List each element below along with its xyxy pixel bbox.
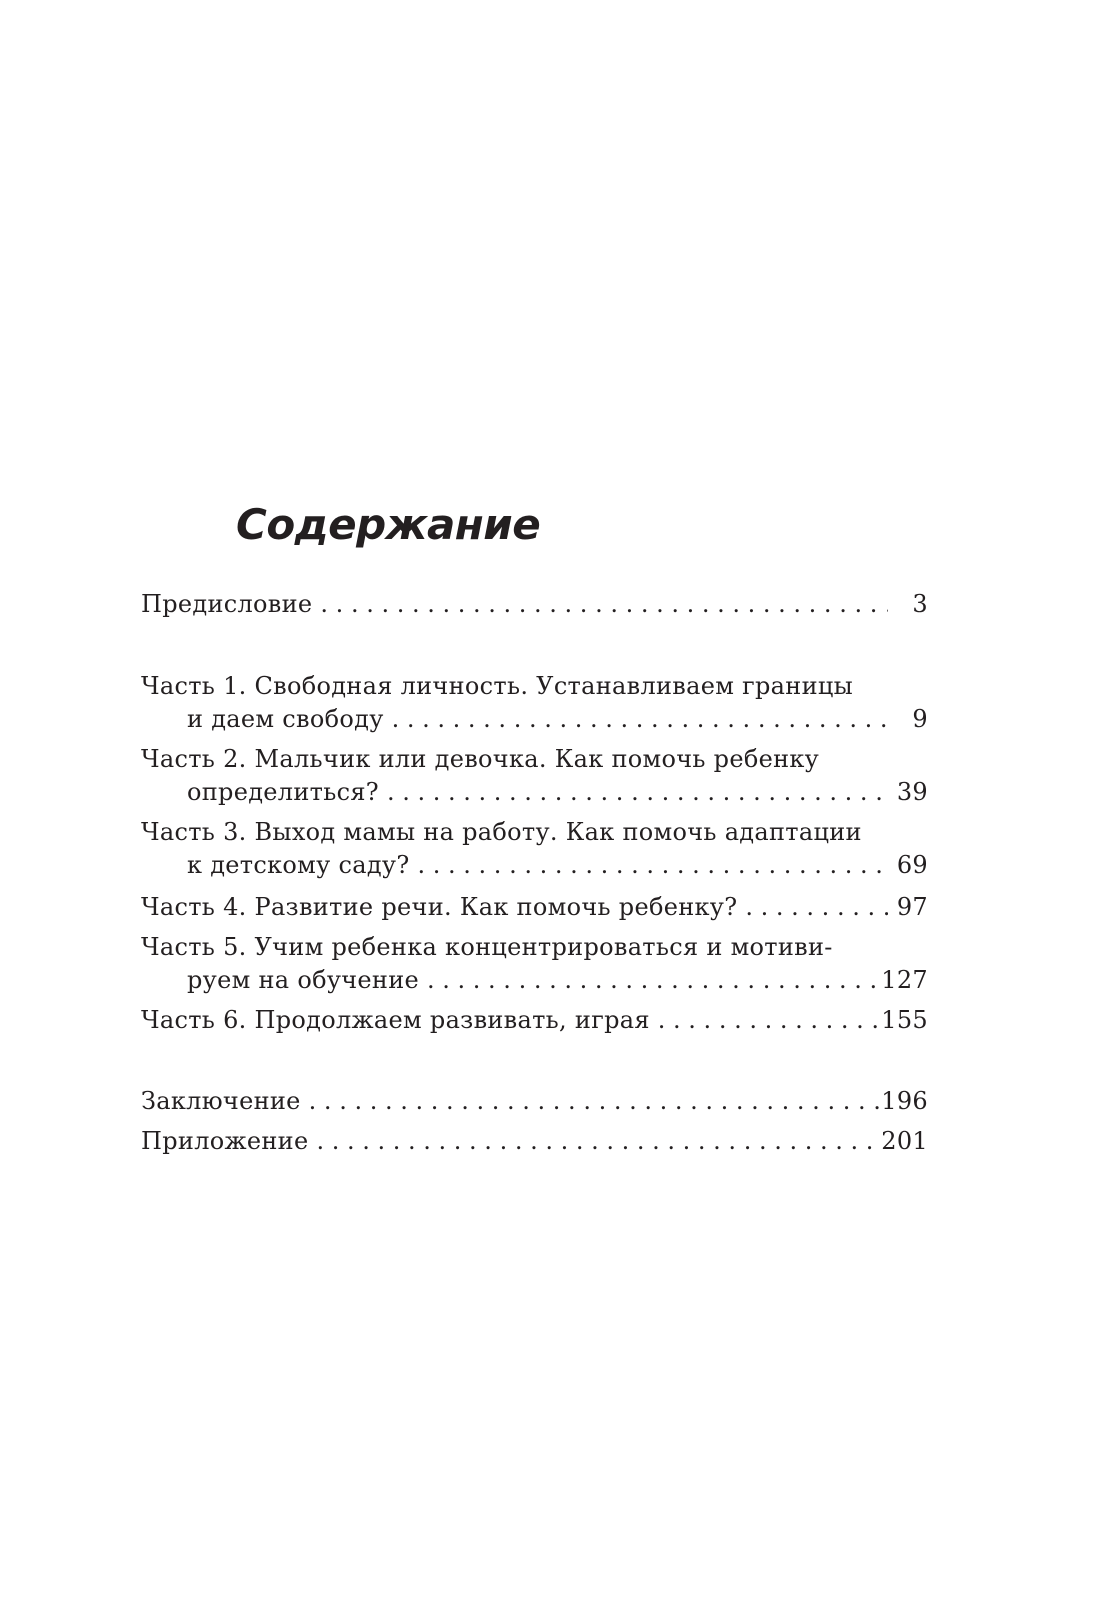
toc-entry-label: Приложение [141,1127,309,1155]
dot-leader [308,1125,881,1158]
toc-entry-label: Часть 5. Учим ребенка концентрироваться и мотиви- [141,933,833,961]
toc-page-number: 201 [881,1127,928,1155]
dot-leader [312,588,888,621]
toc-entry-label: Часть 6. Продолжаем развивать, играя [141,1006,650,1034]
toc-entry-label: Часть 2. Мальчик или девочка. Как помочь ребенку [141,745,820,773]
toc-entry-label: Предисловие [141,590,313,618]
toc-entry-label-continued: определиться? [187,778,379,806]
toc-page-number: 97 [896,893,928,921]
toc-title: Содержание [236,500,541,549]
toc-entry-part-6 [141,1004,928,1037]
toc-page-number: 9 [912,705,928,733]
toc-entry-part-5 [141,931,928,997]
toc-page-number: 69 [896,851,928,879]
toc-page-number: 3 [912,590,928,618]
toc-entry-label: Часть 1. Свободная личность. Устанавливаем границы [141,672,853,700]
toc-entry-label: Часть 3. Выход мамы на работу. Как помочь адаптации [141,818,862,846]
toc-entry-conclusion [141,1085,928,1118]
toc-entry-preface [141,588,928,621]
toc-entry-part-2 [141,743,928,809]
dot-leader [419,964,881,997]
toc-entry-part-3 [141,816,928,882]
toc-entry-label: Часть 4. Развитие речи. Как помочь ребенку? [141,893,738,921]
dot-leader [379,776,888,809]
toc-page-number: 127 [881,966,928,994]
toc-entry-appendix [141,1125,928,1158]
toc-page-number: 196 [881,1087,928,1115]
dot-leader [737,891,888,924]
toc-entry-part-1 [141,670,928,736]
toc-page-number: 39 [896,778,928,806]
toc-entry-label-continued: руем на обучение [187,966,420,994]
toc-entry-label: Заключение [141,1087,301,1115]
dot-leader [301,1085,882,1118]
dot-leader [384,703,888,736]
toc-entry-part-4 [141,891,928,924]
dot-leader [650,1004,882,1037]
toc-entry-label-continued: к детскому саду? [187,851,410,879]
toc-entry-label-continued: и даем свободу [187,705,384,733]
dot-leader [410,849,888,882]
toc-page-number: 155 [881,1006,928,1034]
